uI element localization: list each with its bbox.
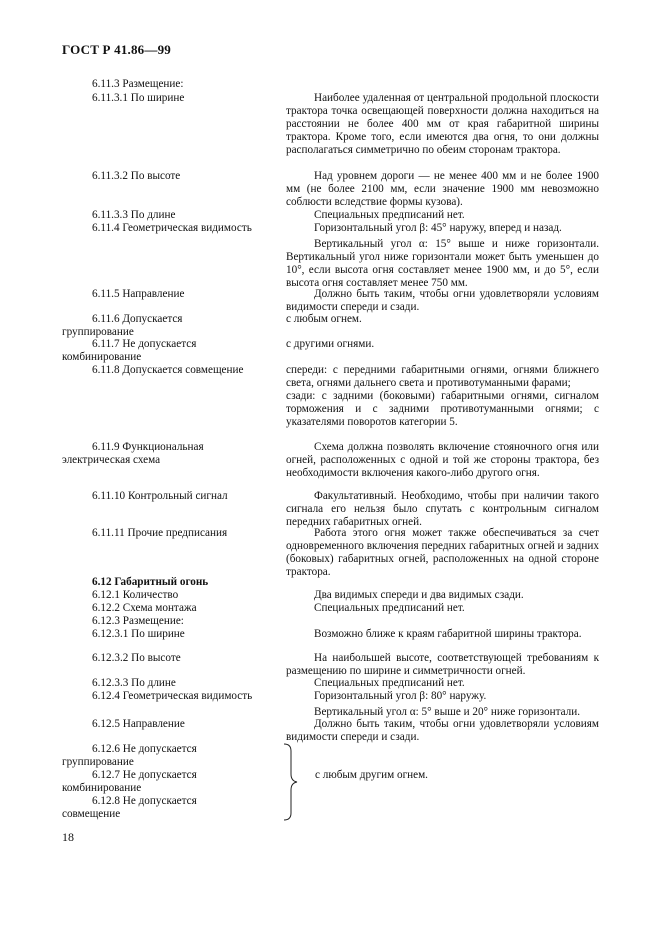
clause-6-12-2-paragraph: Специальных предписаний нет. bbox=[314, 602, 465, 614]
clause-6-12-3-3-label: 6.12.3.3 По длине bbox=[92, 677, 176, 689]
clause-6-11-5-paragraph: Должно быть таким, чтобы огни удовлетворяли условиям видимости спереди и сзади. bbox=[286, 288, 599, 313]
clause-6-11-9-paragraph: Схема должна позволять включение стояночного огня или огней, расположенных с одной и той же стороны трактора, без необходимости включения какого-либо другого огня. bbox=[286, 441, 599, 479]
clause-6-12-1-paragraph: Два видимых спереди и два видимых сзади. bbox=[314, 589, 524, 601]
clause-6-12-6-label-cont: группирование bbox=[62, 756, 134, 768]
clause-6-11-6-label-cont: группирование bbox=[62, 326, 134, 338]
clause-6-12-1-text bbox=[286, 589, 599, 602]
clause-6-11-3-3-text bbox=[286, 209, 599, 222]
clause-6-12-6-label: 6.12.6 Не допускается bbox=[92, 743, 197, 755]
clause-6-11-6-label: 6.11.6 Допускается bbox=[92, 313, 183, 325]
clause-6-11-5-text bbox=[286, 288, 599, 314]
clause-6-11-3-3-paragraph: Специальных предписаний нет. bbox=[314, 209, 465, 221]
clause-6-12-4-text bbox=[286, 690, 599, 719]
clause-6-11-7-label-cont: комбинирование bbox=[62, 351, 142, 363]
clause-6-11-11-label: 6.11.11 Прочие предписания bbox=[92, 527, 228, 539]
clause-6-12-3-3-text bbox=[286, 677, 599, 690]
clause-6-12-2-label: 6.12.2 Схема монтажа bbox=[92, 602, 197, 614]
clause-6-11-3-1-label: 6.11.3.1 По ширине bbox=[92, 92, 185, 104]
clause-6-12-2-text bbox=[286, 602, 599, 615]
clause-6-12-3-2-paragraph: На наибольшей высоте, соответствующей требованиям к размещению по ширине и симметричности огней. bbox=[286, 652, 599, 677]
clause-6-11-3-2-paragraph: Над уровнем дороги — не менее 400 мм и не более 1900 мм (не более 2100 мм, если значение 1900 мм невозможно соблюсти вследствие формы кузова). bbox=[286, 170, 599, 208]
clause-6-11-3-2-text bbox=[286, 170, 599, 209]
clause-6-11-4-label: 6.11.4 Геометрическая видимость bbox=[92, 222, 252, 234]
clause-6-11-3-1-paragraph: Наиболее удаленная от центральной продольной плоскости трактора точка освещающей поверхности должна находиться на расстоянии не более 400 мм от края габаритной ширины трактора. Кроме того, если имеются два огня, то они должны располагаться симметрично по обеим сторонам трактора. bbox=[286, 92, 599, 156]
clause-6-12-5-label: 6.12.5 Направление bbox=[92, 718, 185, 730]
page-number: 18 bbox=[62, 830, 74, 844]
clause-6-11-10-label: 6.11.10 Контрольный сигнал bbox=[92, 490, 228, 502]
clause-6-11-6-paragraph: с любым огнем. bbox=[286, 313, 362, 325]
clause-6-11-11-text bbox=[286, 527, 599, 579]
clause-6-11-6-text bbox=[286, 313, 599, 326]
clause-6-12-3-1-label: 6.12.3.1 По ширине bbox=[92, 628, 185, 640]
clause-6-11-8-label: 6.11.8 Допускается совмещение bbox=[92, 364, 244, 376]
clause-6-11-7-label: 6.11.7 Не допускается bbox=[92, 338, 197, 350]
clause-6-12-3-2-label: 6.12.3.2 По высоте bbox=[92, 652, 181, 664]
clause-6-11-8-text bbox=[286, 364, 599, 429]
clause-6-11-3-2-label: 6.11.3.2 По высоте bbox=[92, 170, 181, 182]
clause-6-12-4-paragraph-2: Вертикальный угол α: 5° выше и 20° ниже горизонтали. bbox=[314, 706, 581, 718]
clause-6-11-9-label: 6.11.9 Функциональная bbox=[92, 441, 204, 453]
clause-6-12-7-label-cont: комбинирование bbox=[62, 782, 142, 794]
document-header: ГОСТ Р 41.86—99 bbox=[62, 42, 171, 57]
clause-6-11-9-text bbox=[286, 441, 599, 480]
clause-6-11-8-paragraph-1: спереди: с передними габаритными огнями, огнями ближнего света, огнями дальнего света и противотуманными фарами; bbox=[286, 364, 599, 389]
clause-6-11-3-label: 6.11.3 Размещение: bbox=[92, 78, 184, 90]
clause-6-11-9-label-cont: электрическая схема bbox=[62, 454, 161, 466]
clause-6-12-5-paragraph: Должно быть таким, чтобы огни удовлетворяли условиям видимости спереди и сзади. bbox=[286, 718, 599, 743]
clause-6-11-8-paragraph-2: сзади: с задними (боковыми) габаритными огнями, сигналом торможения и с задними противотуманными огнями; с указателями поворотов категории 5. bbox=[286, 390, 599, 428]
clause-6-11-5-label: 6.11.5 Направление bbox=[92, 288, 185, 300]
clause-6-12-6-8-text: с любым другим огнем. bbox=[315, 769, 428, 781]
section-6-12-title: 6.12 Габаритный огонь bbox=[92, 576, 209, 588]
clause-6-11-3-3-label: 6.11.3.3 По длине bbox=[92, 209, 176, 221]
clause-6-11-3-1-text bbox=[286, 92, 599, 157]
clause-6-12-3-3-paragraph: Специальных предписаний нет. bbox=[314, 677, 465, 689]
clause-6-12-3-1-paragraph: Возможно ближе к краям габаритной ширины трактора. bbox=[314, 628, 582, 640]
clause-6-11-4-paragraph-2: Вертикальный угол α: 15° выше и ниже горизонтали. Вертикальный угол ниже горизонтали может быть уменьшен до 10°, если высота огня составляет менее 1900 мм, и до 5°, если высота огня составляет менее 750 мм. bbox=[286, 238, 599, 289]
clause-6-12-5-text bbox=[286, 718, 599, 744]
clause-6-11-11-paragraph: Работа этого огня может также обеспечиваться за счет одновременного включения передних габаритных огней и задних (боковых) габаритных огней, расположенных на одной стороне трактора. bbox=[286, 527, 599, 578]
right-brace bbox=[282, 743, 302, 821]
clause-6-11-4-text bbox=[286, 222, 599, 290]
clause-6-12-3-label: 6.12.3 Размещение: bbox=[92, 615, 184, 627]
clause-6-12-4-paragraph-1: Горизонтальный угол β: 80° наружу. bbox=[314, 690, 487, 702]
clause-6-12-3-1-text bbox=[286, 628, 599, 641]
clause-6-12-8-label: 6.12.8 Не допускается bbox=[92, 795, 197, 807]
clause-6-11-7-text bbox=[286, 338, 599, 351]
clause-6-11-4-paragraph-1: Горизонтальный угол β: 45° наружу, вперед и назад. bbox=[314, 222, 562, 234]
clause-6-12-8-label-cont: совмещение bbox=[62, 808, 121, 820]
clause-6-11-10-text bbox=[286, 490, 599, 529]
clause-6-11-10-paragraph: Факультативный. Необходимо, чтобы при наличии такого сигнала его нельзя было спутать с контрольным сигналом передних габаритных огней. bbox=[286, 490, 599, 528]
clause-6-11-7-paragraph: с другими огнями. bbox=[286, 338, 375, 350]
clause-6-12-7-label: 6.12.7 Не допускается bbox=[92, 769, 197, 781]
clause-6-12-1-label: 6.12.1 Количество bbox=[92, 589, 179, 601]
clause-6-12-4-label: 6.12.4 Геометрическая видимость bbox=[92, 690, 253, 702]
clause-6-12-3-2-text bbox=[286, 652, 599, 678]
